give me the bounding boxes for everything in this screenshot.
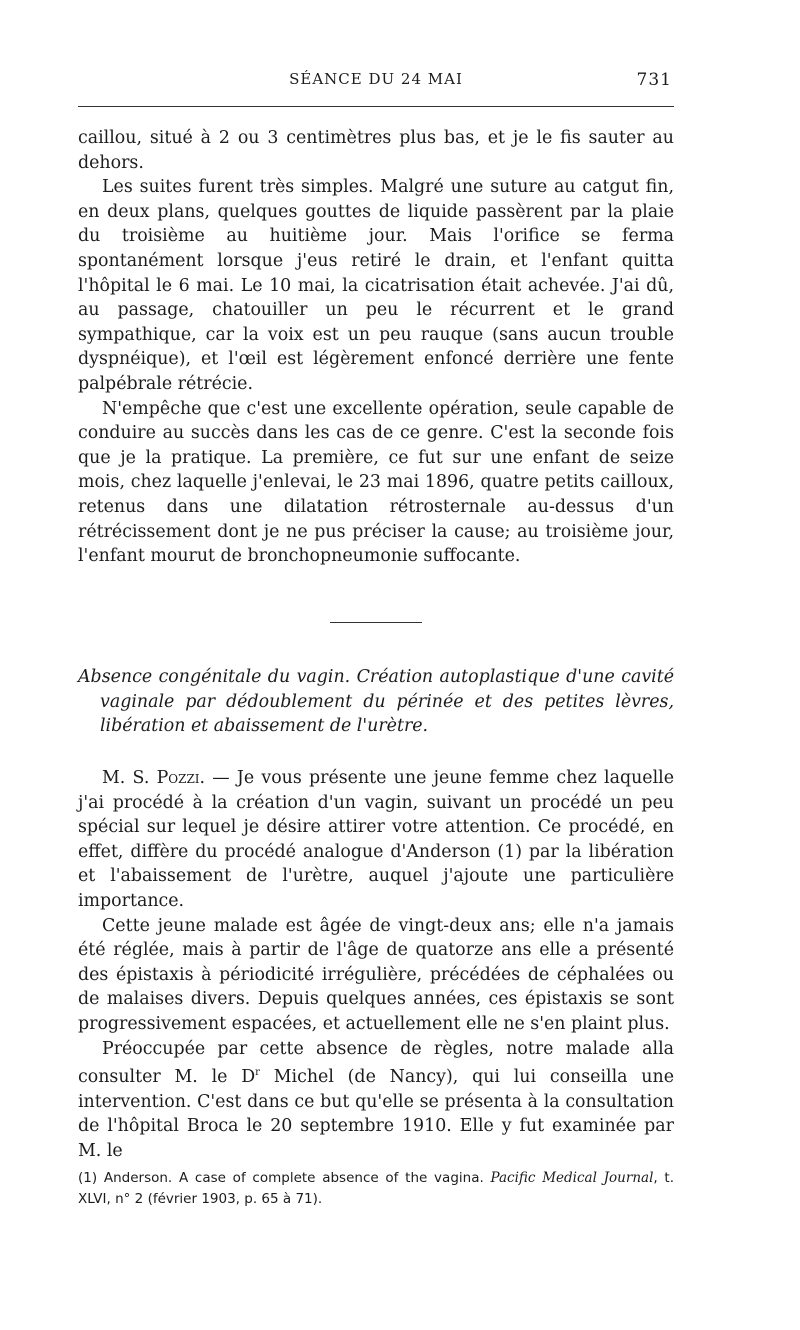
section-separator <box>330 622 422 623</box>
running-head: SÉANCE DU 24 MAI <box>289 70 463 88</box>
footnote-text: , t. XLVI, n° 2 (février 1903, p. 65 à 71). <box>78 1170 674 1207</box>
paragraph-text: Michel (de Nancy), qui lui conseilla une intervention. C'est dans ce but qu'elle se présenta à la consultation de l'hôpital Broca le 20 septembre 1910. Elle y fut examinée par M. le <box>78 1066 674 1161</box>
paragraph: Cette jeune malade est âgée de vingt-deux ans; elle n'a jamais été réglée, mais à partir de l'âge de quatorze ans elle a présenté des épistaxis à périodicité irrégulière, précédées de céphalées ou de malaises divers. Depuis quelques années, ces épistaxis se sont progressivement espacées, et actuellement elle ne s'en plaint plus. <box>78 915 674 1034</box>
text-block-2 <box>78 766 674 1163</box>
section-title-text: Absence congénitale du vagin. Création autoplastique d'une cavité vaginale par dédoublement du périnée et des petites lèvres, libération et abaissement de l'urètre. <box>78 667 674 737</box>
page-number: 731 <box>636 70 672 90</box>
footnote-text: (1) Anderson. A case of complete absence of the vagina. <box>78 1170 491 1186</box>
section-title <box>78 665 674 739</box>
footnote-journal: Pacific Medical Journal <box>490 1170 654 1186</box>
speaker-prefix: M. S. <box>102 768 157 788</box>
superscript: r <box>255 1067 260 1079</box>
text-block-1 <box>78 126 674 569</box>
paragraph-text: Préoccupée par cette absence de règles, notre malade alla consulter M. le D <box>78 1038 674 1087</box>
footnote <box>78 1168 674 1210</box>
page-header <box>78 70 674 94</box>
paragraph <box>78 1037 674 1164</box>
paragraph-text: — Je vous présente une jeune femme chez laquelle j'ai procédé à la création d'un vagin, suivant un procédé un peu spécial sur lequel je désire attirer votre attention. Ce procédé, en effet, diffère du procédé analogue d'Anderson (1) par la libération et l'abaissement de l'urètre, auquel j'ajoute une particulière importance. <box>78 768 674 911</box>
speaker-name: Pozzi. <box>156 768 206 788</box>
paragraph: N'empêche que c'est une excellente opération, seule capable de conduire au succès dans les cas de ce genre. C'est la seconde fois que je la pratique. La première, ce fut sur une enfant de seize mois, chez laquelle j'enlevai, le 23 mai 1896, quatre petits cailloux, retenus dans une dilatation rétrosternale au-dessus d'un rétrécissement dont je ne pus préciser la cause; au troisième jour, l'enfant mourut de bronchopneumonie suffocante. <box>78 398 674 567</box>
header-rule <box>78 106 674 107</box>
paragraph <box>78 766 674 914</box>
paragraph: caillou, situé à 2 ou 3 centimètres plus bas, et je le fis sauter au dehors. <box>78 128 674 173</box>
paragraph: Les suites furent très simples. Malgré une suture au catgut fin, en deux plans, quelques gouttes de liquide passèrent par la plaie du troisième au huitième jour. Mais l'orifice se ferma spontanément lorsque j'eus retiré le drain, et l'enfant quitta l'hôpital le 6 mai. Le 10 mai, la cicatrisation était achevée. J'ai dû, au passage, chatouiller un peu le récurrent et le grand sympathique, car la voix est un peu rauque (sans aucun trouble dyspnéique), et l'œil est légèrement enfoncé derrière une fente palpébrale rétrécie. <box>78 177 674 394</box>
